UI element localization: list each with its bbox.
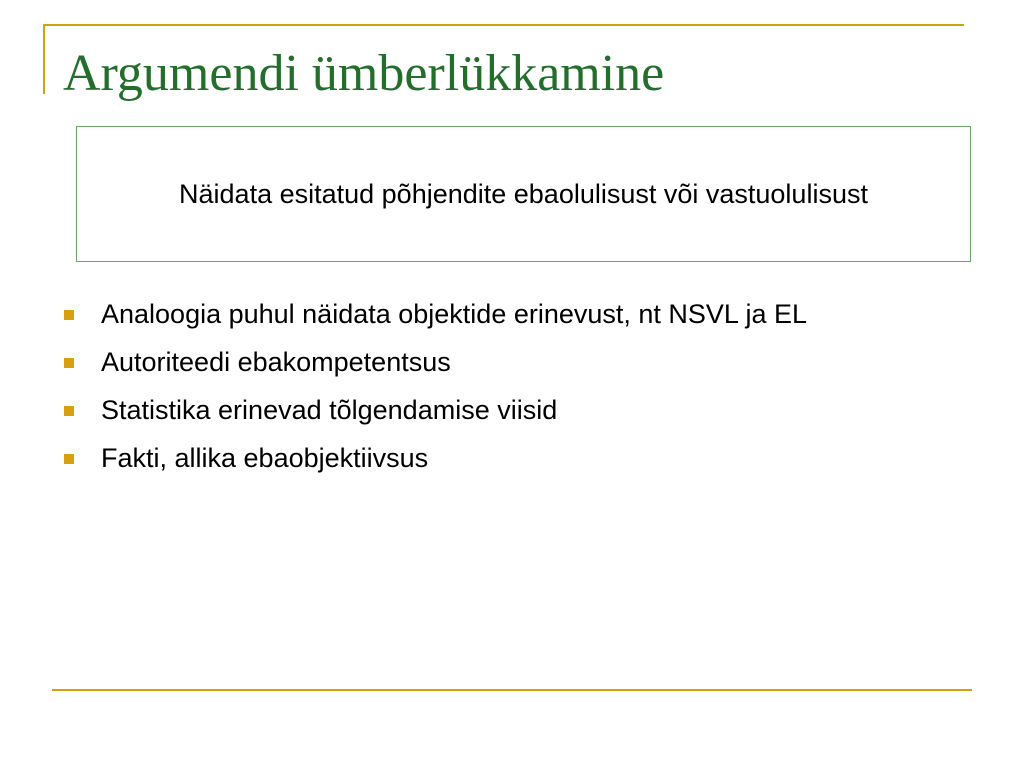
bullet-item xyxy=(60,440,960,476)
left-decor-line xyxy=(43,24,45,94)
square-bullet-icon xyxy=(64,454,74,464)
highlight-box-text: Näidata esitatud põhjendite ebaolulisust või vastuolulisust xyxy=(179,178,868,209)
bullet-text: Statistika erinevad tõlgendamise viisid xyxy=(101,395,558,425)
bullet-text: Fakti, allika ebaobjektiivsus xyxy=(101,443,429,473)
square-bullet-icon xyxy=(64,406,74,416)
highlight-box xyxy=(76,126,971,262)
slide-title: Argumendi ümberlükkamine xyxy=(63,45,665,102)
bullet-item xyxy=(60,392,960,428)
top-decor-line xyxy=(43,24,964,26)
bottom-decor-line xyxy=(52,689,972,691)
bullet-list xyxy=(60,296,960,488)
square-bullet-icon xyxy=(64,358,74,368)
square-bullet-icon xyxy=(64,310,74,320)
bullet-text: Analoogia puhul näidata objektide erinevust, nt NSVL ja EL xyxy=(101,299,807,329)
bullet-item xyxy=(60,344,960,380)
bullet-text: Autoriteedi ebakompetentsus xyxy=(101,347,451,377)
bullet-item xyxy=(60,296,960,332)
